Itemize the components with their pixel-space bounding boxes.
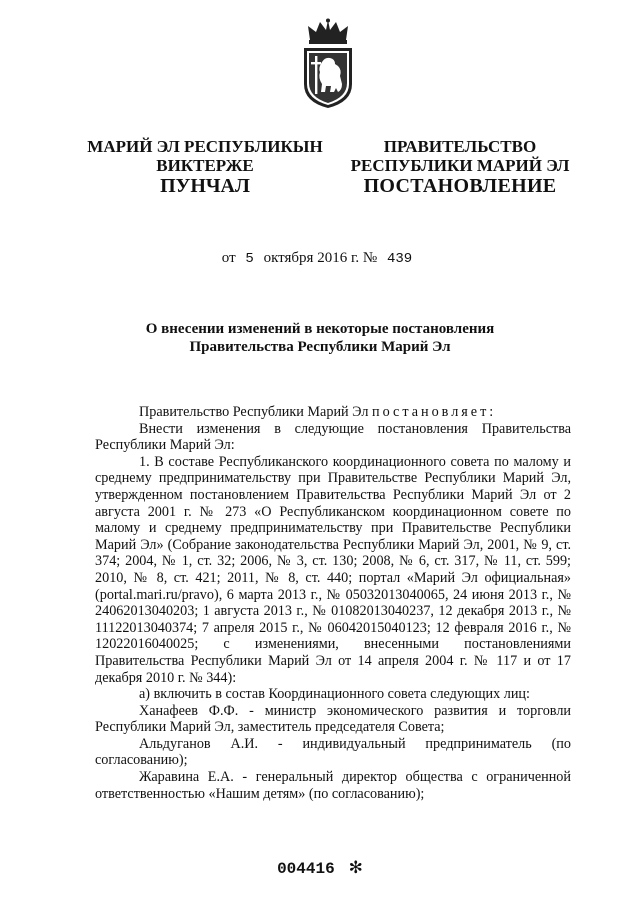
title-line-1: О внесении изменений в некоторые постановления (145, 321, 495, 337)
asterisk-mark-icon: ✻ (348, 858, 363, 878)
intro-paragraph (95, 404, 571, 421)
coat-of-arms-bear-icon (298, 18, 358, 110)
header-right-line-1: ПРАВИТЕЛЬСТВО (383, 137, 537, 156)
paragraph-5: Альдуганов А.И. - индивидуальный предприниматель (по согласованию); (95, 735, 571, 769)
intro-spaced-verb: постановляет: (371, 404, 497, 420)
document-title (100, 320, 540, 356)
header-right-doc-type: ПОСТАНОВЛЕНИЕ (363, 175, 557, 197)
paragraph-3: а) включить в состав Координационного совета следующих лиц: (139, 686, 530, 703)
serial-footer (0, 858, 640, 878)
document-number: 439 (386, 251, 413, 267)
date-prefix: от (221, 250, 236, 266)
header-right-title (340, 137, 580, 175)
paragraph-4: Ханафеев Ф.Ф. - министр экономического развития и торговли Республики Марий Эл, заместитель председателя Совета; (95, 702, 571, 736)
header-left-doc-type: ПУНЧАЛ (160, 175, 250, 197)
document-body (95, 404, 571, 802)
paragraph-6: Жаравина Е.А. - генеральный директор общества с ограниченной ответственностью «Нашим детям» (по согласованию); (95, 769, 571, 802)
header-right-line-2: РЕСПУБЛИКИ МАРИЙ ЭЛ (350, 156, 570, 175)
intro-text: Правительство Республики Марий Эл (139, 404, 369, 420)
date-day: 5 (245, 251, 254, 267)
serial-number: 004416 (277, 860, 335, 878)
paragraph-1: Внести изменения в следующие постановления Правительства Республики Марий Эл: (95, 420, 571, 454)
header-left-line-1: МАРИЙ ЭЛ РЕСПУБЛИКЫН (87, 137, 323, 156)
header-left-line-2: ВИКТЕРЖЕ (156, 156, 254, 175)
header-left-title (70, 137, 340, 175)
title-line-2: Правительства Республики Марий Эл (189, 339, 451, 355)
date-line (0, 250, 640, 267)
date-month-year: октября 2016 г. № (263, 250, 378, 266)
paragraph-2: 1. В составе Республиканского координационного совета по малому и среднему предпринимательству при Правительстве Республики Марий Эл, утвержденном постановлением Правительства Республики Марий Эл от 2 августа 2001 г. № 273 «О Республиканском координационном совете по малому и среднему предпринимательству при Правительстве Республики Марий Эл» (Собрание законодательства Республики Марий Эл, 2001, № 9, ст. 374; 2004, № 1, ст. 32; 2006, № 3, ст. 130; 2008, № 6, ст. 317, № 11, ст. 599; 2010, № 8, ст. 421; 2011, № 8, ст. 440; портал «Марий Эл официальная» (portal.mari.ru/pravo), 6 марта 2013 г., № 05032013040065, 24 июня 2013 г., № 24062013040203; 1 августа 2013 г., № 01082013040237, 12 декабря 2013 г., № 11122013040374; 7 апреля 2015 г., № 06042015040123; 12 февраля 2016 г., № 12022016040025; с изменениями, внесенными постановлениями Правительства Республики Марий Эл от 14 апреля 2004 г. № 117 и от 17 декабря 2010 г. № 344): (95, 453, 571, 686)
